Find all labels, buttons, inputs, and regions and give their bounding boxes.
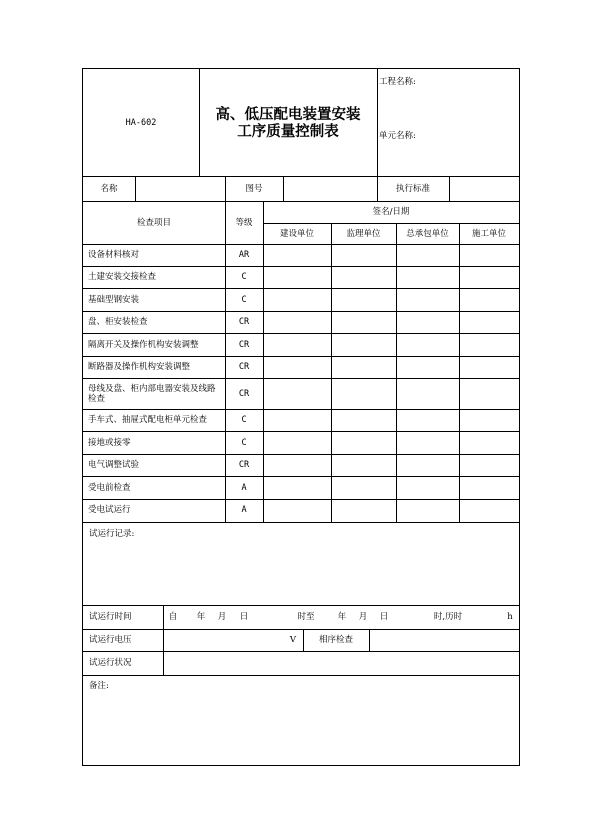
sign-cell[interactable] <box>331 409 396 431</box>
sign-cell[interactable] <box>459 499 519 521</box>
check-grade: AR <box>238 250 250 260</box>
trial-time-duration: 时,历时 <box>433 612 463 622</box>
sign-cell[interactable] <box>396 288 459 311</box>
drawing-no-label: 图号 <box>245 183 263 194</box>
sign-cell[interactable] <box>263 431 331 454</box>
trial-time-label: 试运行时间 <box>89 612 132 622</box>
check-grade: CR <box>238 362 250 372</box>
check-item: 盘、柜安装检查 <box>88 317 148 327</box>
check-item: 受电试运行 <box>88 505 131 515</box>
sign-column-header: 总承包单位 <box>406 228 449 239</box>
check-item: 接地或接零 <box>88 437 131 448</box>
sign-column-header: 施工单位 <box>471 228 506 239</box>
sign-cell[interactable] <box>263 244 331 266</box>
table-row <box>83 288 519 311</box>
unit-name-field[interactable]: 单元名称: <box>379 131 416 141</box>
trial-time-day2: 日 <box>379 612 389 622</box>
name-value-field[interactable] <box>135 176 225 201</box>
sign-cell[interactable] <box>459 476 519 499</box>
form-code: HA-602 <box>125 117 157 128</box>
sign-cell[interactable] <box>396 409 459 431</box>
sign-cell[interactable] <box>459 333 519 356</box>
sign-cell[interactable] <box>331 499 396 521</box>
sign-cell[interactable] <box>263 378 331 409</box>
check-grade: C <box>241 437 247 448</box>
trial-time-to: 时至 <box>297 612 315 622</box>
sign-cell[interactable] <box>459 244 519 266</box>
check-item: 断路器及操作机构安装调整 <box>88 362 191 372</box>
trial-time-year1: 年 <box>196 612 206 622</box>
check-item: 电气调整试验 <box>88 460 140 470</box>
sign-cell[interactable] <box>263 454 331 476</box>
sign-cell[interactable] <box>396 244 459 266</box>
sign-cell[interactable] <box>263 476 331 499</box>
phase-check-field[interactable] <box>369 629 519 651</box>
trial-status-field[interactable] <box>163 651 519 675</box>
sign-cell[interactable] <box>331 266 396 288</box>
trial-time-month1: 月 <box>217 612 227 622</box>
sign-column-header: 建设单位 <box>279 228 314 239</box>
sign-cell[interactable] <box>263 409 331 431</box>
check-grade: A <box>241 482 247 493</box>
check-item: 母线及盘、柜内部电器安装及线路检查 <box>88 383 216 404</box>
check-item: 基础型钢安装 <box>88 294 140 305</box>
sign-cell[interactable] <box>331 476 396 499</box>
table-row <box>83 409 519 431</box>
sign-cell[interactable] <box>331 454 396 476</box>
phase-check-label: 相序检查 <box>318 635 353 645</box>
drawing-no-field[interactable] <box>283 176 377 201</box>
sign-cell[interactable] <box>331 244 396 266</box>
trial-time-day1: 日 <box>239 612 249 622</box>
sign-cell[interactable] <box>396 266 459 288</box>
sign-cell[interactable] <box>263 266 331 288</box>
check-item: 设备材料核对 <box>88 250 140 260</box>
table-row <box>83 378 519 409</box>
sign-cell[interactable] <box>331 378 396 409</box>
check-grade: C <box>241 415 247 425</box>
sign-date-header: 签名/日期 <box>372 207 410 217</box>
table-row <box>83 431 519 454</box>
sign-cell[interactable] <box>263 499 331 521</box>
item-header: 检查项目 <box>136 217 171 228</box>
check-item: 隔离开关及操作机构安装调整 <box>88 339 199 350</box>
check-item: 手车式、抽屉式配电柜单元检查 <box>88 415 208 425</box>
trial-time-from: 自 <box>168 612 178 622</box>
remarks-field[interactable]: 备注: <box>89 681 109 691</box>
sign-cell[interactable] <box>331 431 396 454</box>
sign-cell[interactable] <box>396 476 459 499</box>
sign-cell[interactable] <box>459 431 519 454</box>
sign-cell[interactable] <box>459 356 519 378</box>
name-label: 名称 <box>100 183 118 194</box>
sign-cell[interactable] <box>459 266 519 288</box>
trial-time-year2: 年 <box>337 612 347 622</box>
sign-cell[interactable] <box>396 431 459 454</box>
grade-header: 等级 <box>235 217 253 228</box>
sign-cell[interactable] <box>396 499 459 521</box>
sign-cell[interactable] <box>459 288 519 311</box>
table-row <box>83 244 519 266</box>
sign-cell[interactable] <box>331 333 396 356</box>
sign-cell[interactable] <box>459 454 519 476</box>
table-row <box>83 311 519 333</box>
sign-column-header: 监理单位 <box>346 228 381 239</box>
table-row <box>83 499 519 521</box>
standard-field[interactable] <box>449 176 519 201</box>
form-title-line2: 工序质量控制表 <box>237 122 339 140</box>
sign-cell[interactable] <box>263 288 331 311</box>
table-row <box>83 356 519 378</box>
trial-record-field[interactable]: 试运行记录: <box>89 529 135 539</box>
standard-label: 执行标准 <box>395 183 430 194</box>
trial-voltage-unit: V <box>289 635 297 645</box>
form-title <box>199 69 377 176</box>
table-row <box>83 266 519 288</box>
check-grade: CR <box>238 460 250 470</box>
trial-status-label: 试运行状况 <box>89 658 132 668</box>
trial-voltage-field[interactable] <box>163 629 303 651</box>
form-title-line1: 高、低压配电装置安装 <box>215 105 361 123</box>
sign-cell[interactable] <box>331 356 396 378</box>
sign-cell[interactable] <box>263 333 331 356</box>
trial-time-unit: h <box>507 612 513 622</box>
sign-cell[interactable] <box>459 311 519 333</box>
trial-voltage-label: 试运行电压 <box>89 635 132 645</box>
check-item: 土建安装交接检查 <box>88 272 157 282</box>
check-item: 受电前检查 <box>88 482 131 493</box>
check-grade: CR <box>238 317 250 327</box>
sign-cell[interactable] <box>459 378 519 409</box>
check-grade: A <box>241 505 247 515</box>
trial-time-month2: 月 <box>358 612 368 622</box>
sign-cell[interactable] <box>396 378 459 409</box>
check-grade: CR <box>238 388 250 399</box>
check-grade: C <box>241 272 247 282</box>
quality-control-form <box>82 68 520 766</box>
sign-cell[interactable] <box>331 311 396 333</box>
sign-cell[interactable] <box>396 311 459 333</box>
sign-cell[interactable] <box>263 311 331 333</box>
sign-cell[interactable] <box>396 356 459 378</box>
table-row <box>83 476 519 499</box>
check-grade: C <box>241 294 247 305</box>
table-row <box>83 454 519 476</box>
sign-cell[interactable] <box>459 409 519 431</box>
sign-cell[interactable] <box>396 333 459 356</box>
sign-cell[interactable] <box>396 454 459 476</box>
project-name-field[interactable]: 工程名称: <box>379 77 416 87</box>
table-row <box>83 333 519 356</box>
sign-cell[interactable] <box>331 288 396 311</box>
sign-cell[interactable] <box>263 356 331 378</box>
check-grade: CR <box>238 339 250 350</box>
